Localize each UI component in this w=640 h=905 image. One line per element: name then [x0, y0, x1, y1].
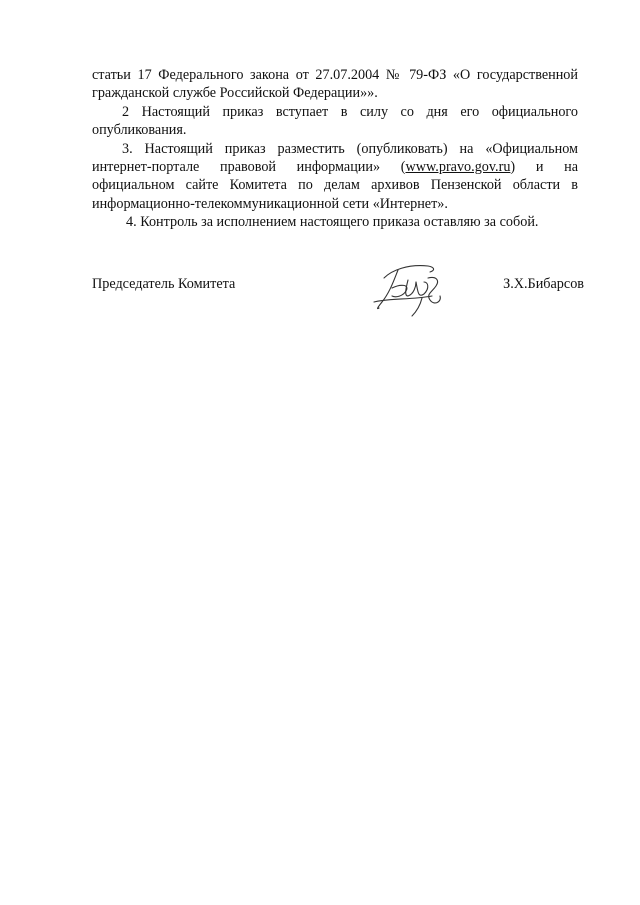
paragraph-3-text-b: ) и на официальном сайте Комитета по делам архивов Пензенской области в информационно-телекоммуникационной сети «Интернет».: [92, 159, 578, 212]
paragraph-2: 2 Настоящий приказ вступает в силу со дня его официального опубликования.: [92, 103, 578, 139]
paragraph-3: [92, 140, 578, 214]
paragraph-3-text-a: 3. Настоящий приказ разместить (опубликовать) на «Официальном интернет-портале правовой информации» (: [92, 140, 578, 176]
paragraph-4: 4. Контроль за исполнением настоящего приказа оставляю за собой.: [126, 214, 539, 231]
signer-name: З.Х.Бибарсов: [503, 276, 584, 292]
pravo-link[interactable]: www.pravo.gov.ru: [405, 159, 511, 176]
document-body: [92, 66, 578, 232]
signer-title: Председатель Комитета: [92, 276, 236, 292]
paragraph-1: статьи 17 Федерального закона от 27.07.2004 № 79-ФЗ «О государственной гражданской службе Российской Федерации»».: [92, 67, 578, 102]
handwritten-signature: [370, 258, 460, 318]
signature-row: [92, 276, 584, 300]
